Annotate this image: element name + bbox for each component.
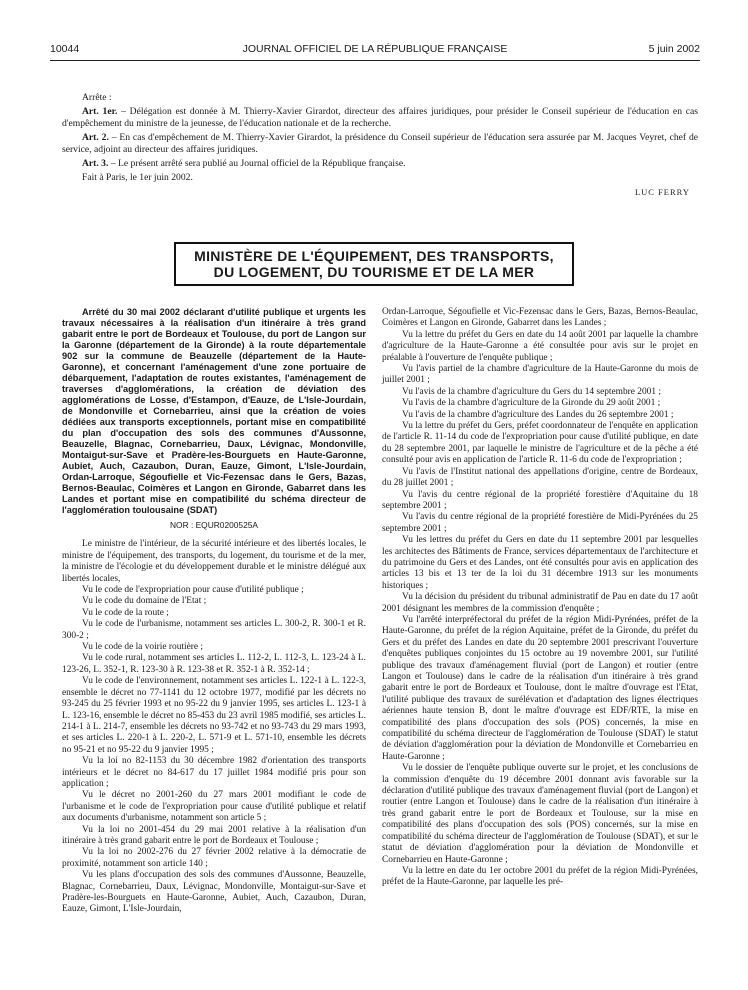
intro-text: Arrête : (82, 92, 112, 103)
paragraph: Vu le code de la voirie routière ; (82, 642, 203, 653)
paragraph: Vu la lettre du préfet du Gers, préfet coordonnateur de l'enquête en application de l'article R. 11-14 du code de l'expropriation pour cause d'utilité publique, en date du 28 septembre 2001, par laquelle le ministre de l'agriculture et de la pêche a été consulté pour avis en application de l'article R. 11-6 du code de l'expropriation ; (382, 421, 698, 466)
paragraph: Vu les plans d'occupation des sols des communes d'Aussonne, Beauzelle, Blagnac, Cornebarrieu, Daux, Lévignac, Mondonville, Montaigut-sur-Save et Pradère-les-Bourguets en Haute-Garonne, Aubiet, Auch, Cazaubon, Duran, Eauze, Gimont, L'Isle-Jourdain, (62, 870, 366, 915)
paragraph: Vu la lettre en date du 1er octobre 2001 du préfet de la région Midi-Pyrénées, préfet de la Haute-Garonne, par laquelle les pré- (382, 865, 698, 888)
decree-title: Arrêté du 30 mai 2002 déclarant d'utilité publique et urgents les travaux nécessaires à la réalisation d'un itinéraire à très grand gabarit entre le port de Bordeaux et Toulouse, du port de Langon sur la Garonne (département de la Gironde) à la route départementale 902 sur la commune de Beauzelle (département de la Haute-Garonne), et concernant l'aménagement d'une zone portuaire de débarquement, l'adaptation de routes existantes, l'aménagement de traverses d'agglomérations, la création de déviation des agglomérations de Losse, d'Estampon, d'Eauze, de L'Isle-Jourdain, de Mondonville et Cornebarrieu, ainsi que la création de voies dédiées aux transports exceptionnels, portant mise en compatibilité du plan d'occupation des sols des communes d'Aussonne, Beauzelle, Blagnac, Cornebarrieu, Daux, Lévignac, Mondonville, Montaigut-sur-Save et Pradère-les-Bourguets en Haute-Garonne, Aubiet, Auch, Cazaubon, Duran, Eauze, Gimont, L'Isle-Jourdain, Ordan-Larroque, Ségoufielle et Vic-Fezensac dans le Gers, Bazas, Bernos-Beaulac, Coimères et Langon en Gironde, Gabarret dans les Landes et portant mise en compatibilité du schéma directeur de l'agglomération toulousaine (SDAT) (62, 307, 366, 515)
left-column (62, 307, 366, 916)
nor-reference: NOR : EQUR0200525A (170, 520, 258, 530)
paragraph: Vu le décret no 2001-260 du 27 mars 2001 modifiant le code de l'urbanisme et le code de l'expropriation pour cause d'utilité publique et relatif aux documents d'urbanisme, notamment son article 5 ; (62, 790, 366, 824)
left-paragraphs (62, 539, 366, 915)
right-column (382, 307, 698, 889)
paragraph: Vu le code de l'expropriation pour cause d'utilité publique ; (82, 585, 304, 596)
paragraph: Vu la loi no 82-1153 du 30 décembre 1982 d'orientation des transports intérieurs et le décret no 84-617 du 17 juillet 1984 modifié pris pour son application ; (62, 756, 366, 789)
paragraph: Vu l'avis de l'Institut national des appellations d'origine, centre de Bordeaux, du 28 juillet 2001 ; (382, 466, 698, 489)
paragraph: Vu le code de l'urbanisme, notamment ses articles L. 300-2, R. 300-1 et R. 300-2 ; (62, 619, 366, 641)
article-3 (62, 158, 698, 169)
journal-title: JOURNAL OFFICIEL DE LA RÉPUBLIQUE FRANÇAISE (242, 43, 508, 55)
paragraph: Vu la loi no 2001-454 du 29 mai 2001 relative à la réalisation d'un itinéraire à très grand gabarit entre le port de Bordeaux et Toulouse ; (62, 824, 366, 846)
paragraph: Vu le dossier de l'enquête publique ouverte sur le projet, et les conclusions de la commission d'enquête du 19 décembre 2001 donnant avis favorable sur la déclaration d'utilité publique des travaux d'aménagement fluvial (port de Langon) et routier (entre Langon et Toulouse) dans le cadre de la réalisation d'un itinéraire à très grand gabarit entre le port de Bordeaux et Toulouse, sur la mise en compatibilité des plans d'occupation des sols (POS) concernés, sur la mise en compatibilité du schéma directeur de l'agglomération de Toulouse (SDAT), et sur le statut de déviation d'agglomération pour la déviation de Mondonville et Cornebarrieu en Haute-Garonne ; (382, 763, 698, 865)
done-at: Fait à Paris, le 1er juin 2002. (82, 172, 193, 184)
article-3-text: – Le présent arrêté sera publié au Journal officiel de la République française. (108, 158, 406, 170)
paragraph: Vu l'avis de la chambre d'agriculture de la Gironde du 29 août 2001 ; (402, 398, 661, 409)
article-1-text: – Délégation est donnée à M. Thierry-Xavier Girardot, directeur des affaires juridiques, pour présider le Conseil supérieur de l'éducation en cas d'empêchement du ministre de la jeunesse, de l'éducation nationale et de la recherche. (62, 106, 698, 129)
right-paragraphs (382, 330, 698, 889)
issue-date: 5 juin 2002 (648, 43, 700, 55)
page-header (50, 43, 700, 57)
paragraph: Vu le code du domaine de l'Etat ; (82, 596, 207, 607)
article-2 (62, 132, 698, 155)
article-3-label: Art. 3. (82, 158, 109, 170)
paragraph: Le ministre de l'intérieur, de la sécurité intérieure et des libertés locales, le ministre de l'équipement, des transports, du logement, du tourisme et de la mer, la ministre de l'écologie et du développement durable et le ministre délégué aux libertés locales, (62, 539, 366, 584)
paragraph: Vu la décision du président du tribunal administratif de Pau en date du 17 août 2001 désignant les membres de la commission d'enquête ; (382, 592, 698, 614)
ministry-line-2: DU LOGEMENT, DU TOURISME ET DE LA MER (213, 264, 535, 280)
ministry-title (194, 248, 554, 281)
ministry-line-1: MINISTÈRE DE L'ÉQUIPEMENT, DES TRANSPORTS, (194, 247, 554, 264)
article-2-text: – En cas d'empêchement de M. Thierry-Xavier Girardot, la présidence du Conseil supérieur de l'éducation sera assurée par M. Jacques Veyret, chef de service, adjoint au directeur des affaires juridiques. (62, 132, 699, 155)
top-section (62, 92, 699, 197)
paragraph: Vu les lettres du préfet du Gers en date du 11 septembre 2001 par lesquelles les architectes des Bâtiments de France, services départementaux de l'architecture et du patrimoine du Gers et des Landes, ont été consultés pour avis en application des articles 13 bis et 13 ter de la loi du 31 décembre 1913 sur les monuments historiques ; (382, 535, 698, 591)
paragraph: Vu l'avis partiel de la chambre d'agriculture de la Haute-Garonne du mois de juillet 2001 ; (382, 364, 698, 386)
article-2-label: Art. 2. (82, 132, 109, 144)
paragraph: Vu le code de la route ; (82, 607, 169, 618)
paragraph: Vu l'avis du centre régional de la propriété forestière de Midi-Pyrénées du 25 septembre 2001 ; (382, 512, 698, 534)
header-rule (50, 60, 700, 61)
article-1 (62, 106, 698, 129)
ministry-box (174, 242, 574, 286)
paragraph: Vu le code de l'environnement, notamment ses articles L. 122-1 à L. 122-3, ensemble le décret no 77-1141 du 12 octobre 1977, modifié par les décrets no 93-245 du 25 février 1993 et no 95-22 du 9 janvier 1995, ses articles L. 123-1 à L. 123-16, ensemble le décret no 85-453 du 23 avril 1985 modifié, ses articles L. 214-1 à L. 214-7, ensemble les décrets no 93-742 et no 93-743 du 29 mars 1993, et ses articles L. 220-1 à L. 220-2, L. 571-9 et L. 571-10, ensemble les décrets no 95-21 et no 95-22 du 9 janvier 1995 ; (62, 676, 366, 755)
paragraph: Vu l'avis de la chambre d'agriculture des Landes du 26 septembre 2001 ; (402, 409, 674, 420)
paragraph: Vu le code rural, notamment ses articles L. 112-2, L. 112-3, L. 123-24 à L. 123-26, L. 352-1, R. 123-30 à R. 123-38 et R. 352-1 à R. 352-14 ; (62, 653, 366, 675)
article-1-label: Art. 1er. (82, 106, 118, 118)
right-first-line: Ordan-Larroque, Ségoufielle et Vic-Fezensac dans le Gers, Bazas, Bernos-Beaulac, Coimères et Langon en Gironde, Gabarret dans les Landes ; (382, 307, 698, 329)
paragraph: Vu l'avis de la chambre d'agriculture du Gers du 14 septembre 2001 ; (402, 386, 661, 397)
paragraph: Vu la lettre du préfet du Gers en date du 14 août 2001 par laquelle la chambre d'agriculture de la Haute-Garonne a été consultée pour avis sur le projet en préalable à l'ouverture de l'enquête publique ; (382, 329, 698, 363)
page-number: 10044 (50, 43, 80, 55)
paragraph: Vu la loi no 2002-276 du 27 février 2002 relative à la démocratie de proximité, notamment son article 140 ; (62, 847, 366, 869)
paragraph: Vu l'arrêté interpréfectoral du préfet de la région Midi-Pyrénées, préfet de la Haute-Garonne, du préfet de la région Aquitaine, préfet de la Gironde, du préfet du Gers et du préfet des Landes en date du 20 septembre 2001 prescrivant l'ouverture d'enquêtes publiques conjointes du 15 octobre au 19 novembre 2001, sur l'utilité publique des travaux d'aménagement fluvial (port de Langon) et routier (entre Langon et Toulouse) dans le cadre de la réalisation d'un itinéraire à très grand gabarit entre le port de Bordeaux et Toulouse, dont le maître d'ouvrage est l'Etat, l'utilité publique des travaux de surélévation et d'adaptation des lignes électriques aériennes haute tension B, dont le maître d'ouvrage est EDF/RTE, la mise en compatibilité des plans d'occupation des sols (POS) concernés, la mise en compatibilité du schéma directeur de l'agglomération de Toulouse (SDAT) le statut de déviation d'agglomération pour la déviation de Mondonville et Cornebarrieu en Haute-Garonne ; (382, 614, 698, 762)
paragraph: Vu l'avis du centre régional de la propriété forestière d'Aquitaine du 18 septembre 2001 ; (382, 489, 698, 511)
signature: LUC FERRY (634, 187, 690, 197)
